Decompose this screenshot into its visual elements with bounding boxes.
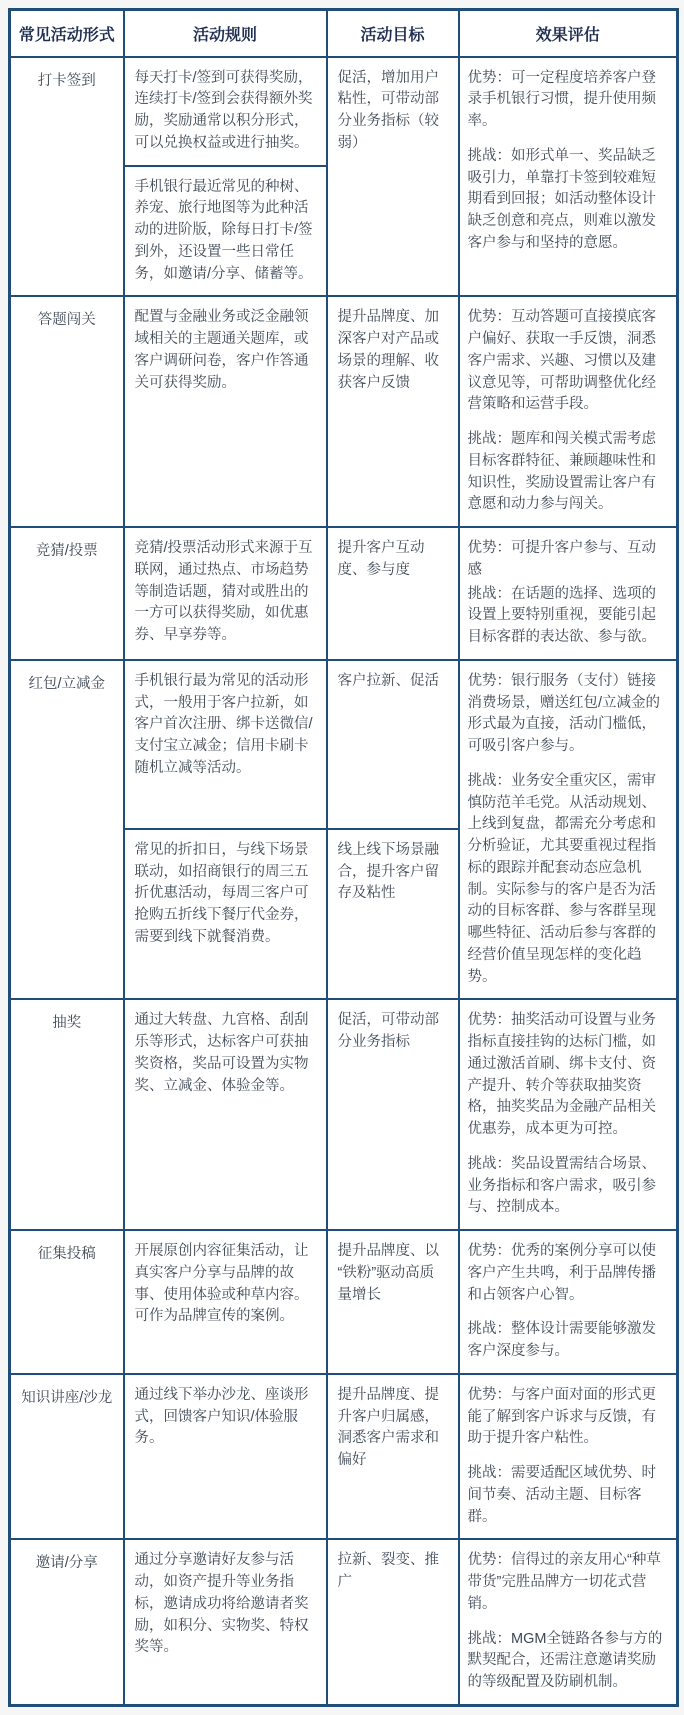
rule-cell (124, 527, 327, 660)
activity-form-cell (10, 1539, 124, 1705)
activity-form-cell (10, 1374, 124, 1540)
rule-text: 竞猜/投票活动形式来源于互联网，通过热点、市场趋势等制造话题，猜对或胜出的一方可以获得奖励，如优惠券、早享券等。 (134, 540, 313, 643)
goal-text: 促活，增加用户粘性，可带动部分业务指标（较弱） (337, 69, 439, 151)
evaluation-cell (459, 296, 678, 527)
rule-text: 手机银行最为常见的活动形式，一般用于客户拉新，如客户首次注册、绑卡送微信/支付宝立减金；信用卡刷卡随机立减等活动。 (134, 672, 313, 776)
evaluation-challenge-text: 挑战：需要适配区域优势、时间节奏、活动主题、目标客群。 (467, 1465, 656, 1525)
evaluation-advantage-text: 优势：与客户面对面的形式更能了解到客户诉求与反馈，有助于提升客户粘性。 (467, 1386, 656, 1447)
goal-text: 提升客户互动度、参与度 (337, 540, 425, 578)
activity-form-cell (10, 999, 124, 1230)
rule-text: 手机银行最近常见的种树、养宠、旅行地图等为此种活动的进阶版，除每日打卡/签到外，还设置一些日常任务，如邀请/分享、储蓄等。 (134, 178, 313, 282)
table-row (10, 57, 678, 166)
goal-cell (327, 296, 459, 527)
table-row (10, 296, 678, 527)
activity-form-label: 红包/立减金 (28, 675, 106, 692)
rule-text: 通过分享邀请好友参与活动，如资产提升等业务指标，邀请成功将给邀请者奖励，如积分、实物奖、特权奖等。 (134, 1552, 309, 1656)
rule-text: 每天打卡/签到可获得奖励，连续打卡/签到会获得额外奖励，奖励通常以积分形式，可以兑换权益或进行抽奖。 (134, 69, 313, 151)
goal-text: 拉新、裂变、推广 (337, 1552, 439, 1590)
table-row (10, 1539, 678, 1705)
evaluation-advantage-text: 优势：可一定程度培养客户登录手机银行习惯，提升使用频率。 (467, 69, 656, 129)
goal-cell (327, 829, 459, 999)
goal-cell (327, 999, 459, 1230)
evaluation-cell (459, 1539, 678, 1705)
rule-cell (124, 1374, 327, 1540)
goal-text: 客户拉新、促活 (337, 672, 439, 689)
evaluation-challenge-text: 挑战：在话题的选择、选项的设置上要特别重视，要能引起目标客群的表达欲、参与欲。 (467, 585, 656, 645)
evaluation-advantage-text: 优势：互动答题可直接摸底客户偏好、获取一手反馈，洞悉客户需求、兴趣、习惯以及建议意见等，可帮助调整优化经营策略和运营手段。 (467, 309, 656, 413)
table-row (10, 660, 678, 829)
activity-form-label: 知识讲座/沙龙 (21, 1389, 113, 1406)
rule-text: 开展原创内容征集活动，让真实客户分享与品牌的故事、使用体验或种草内容。可作为品牌宣传的案例。 (134, 1243, 309, 1325)
table-row (10, 1374, 678, 1540)
evaluation-challenge-text: 挑战：MGM全链路各参与方的默契配合，还需注意邀请奖励的等级配置及防刷机制。 (467, 1630, 663, 1690)
rule-cell (124, 166, 327, 297)
goal-cell (327, 1230, 459, 1374)
goal-cell (327, 660, 459, 829)
rule-text: 常见的折扣日，与线下场景联动，如招商银行的周三五折优惠活动，每周三客户可抢购五折线下餐厅代金券，需要到线下就餐消费。 (134, 841, 309, 945)
goal-text: 提升品牌度、加深客户对产品或场景的理解、收获客户反馈 (337, 309, 439, 391)
rule-cell (124, 57, 327, 166)
goal-cell (327, 1374, 459, 1540)
evaluation-challenge-text: 挑战：如形式单一、奖品缺乏吸引力，单靠打卡签到较难短期看到回报；如活动整体设计缺乏创意和亮点，则难以激发客户参与和坚持的意愿。 (467, 147, 656, 251)
activity-form-cell (10, 660, 124, 1000)
header-row (10, 10, 678, 57)
evaluation-cell (459, 999, 678, 1230)
rule-cell (124, 660, 327, 829)
evaluation-cell (459, 660, 678, 1000)
evaluation-cell (459, 1374, 678, 1540)
evaluation-advantage-text: 优势：银行服务（支付）链接消费场景，赠送红包/立减金的形式最为直接，活动门槛低，可吸引客户参与。 (467, 672, 661, 754)
evaluation-advantage-text: 优势：抽奖活动可设置与业务指标直接挂钩的达标门槛，如通过激活首刷、绑卡支付、资产提升、转介等获取抽奖资格，抽奖奖品为金融产品相关优惠券，成本更为可控。 (467, 1012, 656, 1137)
evaluation-challenge-text: 挑战：奖品设置需结合场景、业务指标和客户需求，吸引参与、控制成本。 (467, 1155, 656, 1216)
table-row (10, 1230, 678, 1374)
column-header-activity-rules: 活动规则 (124, 10, 327, 57)
goal-cell (327, 57, 459, 297)
evaluation-cell (459, 527, 678, 660)
activity-form-label: 答题闯关 (37, 312, 96, 329)
activity-form-cell (10, 296, 124, 527)
goal-text: 提升品牌度、以“铁粉”驱动高质量增长 (337, 1243, 439, 1303)
activity-form-label: 打卡签到 (37, 72, 96, 89)
evaluation-challenge-text: 挑战：业务安全重灾区，需审慎防范羊毛党。从活动规划、上线到复盘，都需充分考虑和分析验证，尤其要重视过程指标的跟踪并配套动态应急机制。实际参与的客户是否为活动的目标客群、参与客群呈现哪些特征、活动后参与客群的经营价值呈现怎样的变化趋势。 (467, 772, 656, 985)
rule-cell (124, 829, 327, 999)
goal-text: 线上线下场景融合，提升客户留存及粘性 (337, 841, 439, 902)
rule-cell (124, 1539, 327, 1705)
evaluation-challenge-text: 挑战：整体设计需要能够激发客户深度参与。 (467, 1321, 656, 1359)
rule-cell (124, 1230, 327, 1374)
evaluation-cell (459, 1230, 678, 1374)
activity-form-cell (10, 1230, 124, 1374)
rule-cell (124, 296, 327, 527)
activity-form-label: 竞猜/投票 (35, 543, 98, 559)
rule-text: 通过大转盘、九宫格、刮刮乐等形式，达标客户可获抽奖资格，奖品可设置为实物奖、立减金、体验金等。 (134, 1012, 309, 1094)
evaluation-advantage-text: 优势：可提升客户参与、互动感 (467, 540, 656, 578)
goal-cell (327, 1539, 459, 1705)
activity-form-label: 征集投稿 (37, 1246, 96, 1262)
activity-form-label: 邀请/分享 (35, 1555, 98, 1572)
rule-cell (124, 999, 327, 1230)
evaluation-challenge-text: 挑战：题库和闯关模式需考虑目标客群特征、兼顾趣味性和知识性，奖励设置需让客户有意愿和动力参与闯关。 (467, 431, 656, 513)
column-header-activity-goals: 活动目标 (327, 10, 459, 57)
evaluation-advantage-text: 优势：信得过的亲友用心“种草带货”完胜品牌方一切花式营销。 (467, 1552, 661, 1612)
activity-form-label: 抽奖 (52, 1015, 82, 1032)
rule-text: 通过线下举办沙龙、座谈形式，回馈客户知识/体验服务。 (134, 1386, 309, 1447)
table-row (10, 999, 678, 1230)
goal-text: 促活，可带动部分业务指标 (337, 1012, 439, 1050)
goal-cell (327, 527, 459, 660)
table-row (10, 527, 678, 660)
evaluation-cell (459, 57, 678, 297)
column-header-activity-form: 常见活动形式 (10, 10, 124, 57)
column-header-effect-evaluation: 效果评估 (459, 10, 678, 57)
goal-text: 提升品牌度、提升客户归属感，洞悉客户需求和偏好 (337, 1386, 439, 1468)
rule-text: 配置与金融业务或泛金融领域相关的主题通关题库，或客户调研问卷，客户作答通关可获得奖励。 (134, 309, 309, 391)
evaluation-advantage-text: 优势：优秀的案例分享可以使客户产生共鸣，利于品牌传播和占领客户心智。 (467, 1243, 656, 1303)
activity-form-cell (10, 57, 124, 297)
activity-form-cell (10, 527, 124, 660)
activity-comparison-table (8, 8, 679, 1707)
